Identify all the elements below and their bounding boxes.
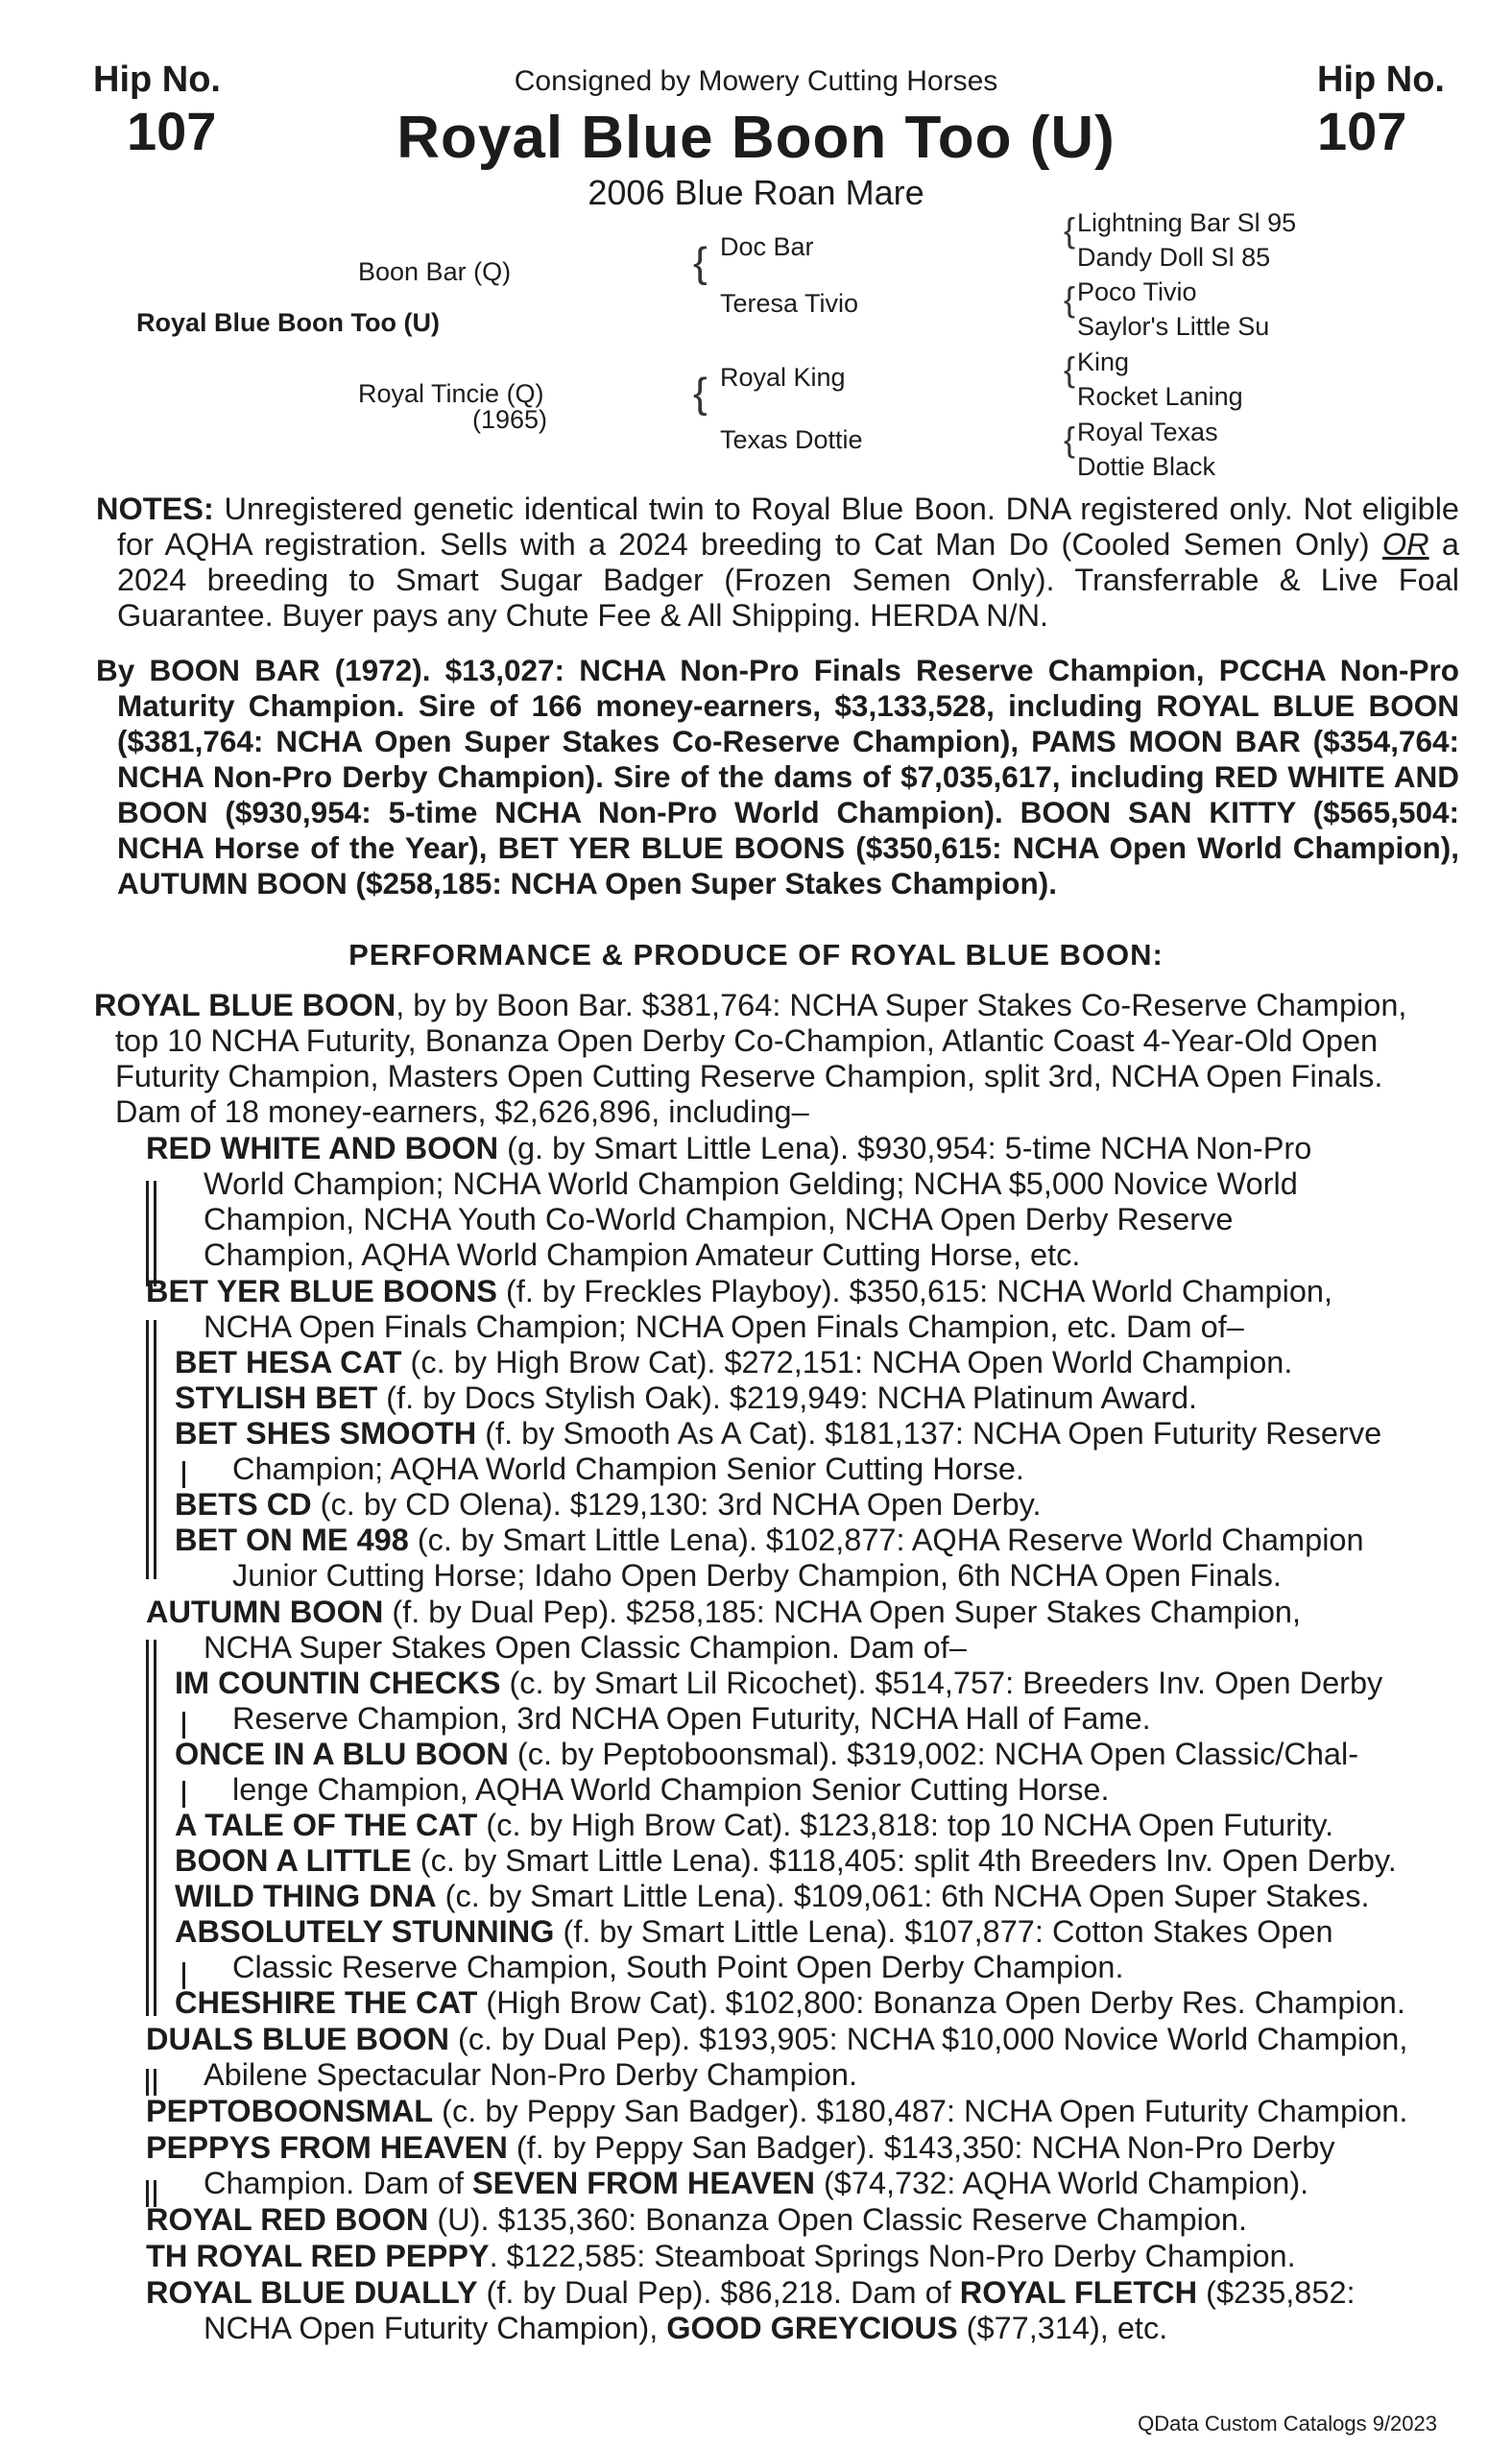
indent-bar (154, 1320, 156, 1579)
produce-line (175, 1487, 1042, 1523)
produce-line (146, 2094, 1407, 2129)
pedigree-g8: Dottie Black (1077, 452, 1216, 481)
horse-name: ROYAL BLUE DUALLY (146, 2275, 478, 2310)
sire-paragraph: By BOON BAR (1972). $13,027: NCHA Non-Pro Finals Reserve Champion, PCCHA Non-Pro Maturity Champion. Sire of 166 money-earners, $3,133,528, including ROYAL BLUE BOON ($381,764: NCHA Open Super Stakes Co-Reserve Champion), PAMS MOON BAR ($354,764: NCHA Non-Pro Derby Champion). Sire of the dams of $7,035,617, including RED WHITE AND BOON ($930,954: 5-time NCHA Non-Pro World Champion). BOON SAN KITTY ($565,504: NCHA Horse of the Year), BET YER BLUE BOONS ($350,615: NCHA Open World Champion), AUTUMN BOON ($258,185: NCHA Open Super Stakes Champion). (96, 653, 1459, 900)
produce-line: NCHA Open Finals Champion; NCHA Open Finals Champion, etc. Dam of– (204, 1309, 1244, 1344)
produce-line (175, 1808, 1333, 1843)
horse-name: GOOD GREYCIOUS (666, 2311, 958, 2345)
pedigree-g5: King (1077, 348, 1130, 376)
produce-text: (c. by Smart Little Lena). $118,405: split 4th Breeders Inv. Open Derby. (411, 1843, 1397, 1878)
produce-line: Dam of 18 money-earners, $2,626,896, including– (115, 1094, 809, 1129)
produce-line (175, 1879, 1370, 1914)
hip-label-right: Hip No. (1317, 60, 1445, 100)
pedigree-dam-sire: Royal King (720, 363, 846, 392)
horse-name: ROYAL FLETCH (959, 2275, 1198, 2310)
produce-text: ($235,852: (1197, 2275, 1356, 2310)
produce-text: (c. by Peppy San Badger). $180,487: NCHA Open Futurity Champion. (433, 2094, 1408, 2128)
produce-line: top 10 NCHA Futurity, Bonanza Open Derby Co-Champion, Atlantic Coast 4-Year-Old Open (115, 1023, 1379, 1058)
indent-bar (146, 1181, 149, 1286)
produce-line (175, 1914, 1333, 1950)
produce-line (175, 1737, 1358, 1772)
produce-line (175, 1416, 1381, 1452)
indent-bar (146, 1320, 149, 1579)
horse-name: STYLISH BET (175, 1380, 378, 1415)
notes-text-2: a 2024 breeding to Smart Sugar Badger (Frozen Semen Only). Transferrable & Live Foal Guarantee. Buyer pays any Chute Fee & All Shipping. HERDA N/N. (117, 527, 1459, 633)
notes-label: NOTES: (96, 492, 214, 526)
indent-bar (182, 1712, 185, 1739)
produce-text: (c. by High Brow Cat). $272,151: NCHA Open World Champion. (401, 1345, 1293, 1380)
horse-name: PEPTOBOONSMAL (146, 2094, 434, 2128)
brace-glyph: { (1064, 210, 1076, 250)
produce-text: ($74,732: AQHA World Champion). (814, 2166, 1309, 2200)
produce-line: Futurity Champion, Masters Open Cutting Reserve Champion, split 3rd, NCHA Open Finals. (115, 1059, 1383, 1093)
pedigree-sire-sire: Doc Bar (720, 232, 814, 261)
produce-line: Junior Cutting Horse; Idaho Open Derby Champion, 6th NCHA Open Finals. (232, 1558, 1282, 1593)
produce-line: Abilene Spectacular Non-Pro Derby Champion. (204, 2057, 858, 2092)
produce-line: NCHA Super Stakes Open Classic Champion. Dam of– (204, 1630, 967, 1665)
indent-bar (146, 2069, 149, 2096)
produce-text: (f. by Smooth As A Cat). $181,137: NCHA Open Futurity Reserve (476, 1416, 1382, 1451)
produce-line: Champion, NCHA Youth Co-World Champion, NCHA Open Derby Reserve (204, 1202, 1234, 1236)
produce-line: World Champion; NCHA World Champion Gelding; NCHA $5,000 Novice World (204, 1166, 1298, 1201)
hip-label-left: Hip No. (93, 60, 221, 100)
brace-glyph: { (1064, 279, 1076, 319)
produce-text: (c. by Smart Lil Ricochet). $514,757: Breeders Inv. Open Derby (500, 1666, 1383, 1700)
horse-name: TH ROYAL RED PEPPY (146, 2239, 490, 2273)
produce-text: ($77,314), etc. (957, 2311, 1168, 2345)
horse-name: ABSOLUTELY STUNNING (175, 1914, 555, 1949)
produce-text: , by by Boon Bar. $381,764: NCHA Super Stakes Co-Reserve Champion, (396, 988, 1407, 1022)
produce-line: Champion, AQHA World Champion Amateur Cutting Horse, etc. (204, 1237, 1081, 1272)
horse-name: SEVEN FROM HEAVEN (471, 2166, 815, 2200)
horse-name: AUTUMN BOON (146, 1595, 384, 1629)
indent-bar (182, 1781, 185, 1808)
pedigree-sire-dam: Teresa Tivio (720, 289, 859, 318)
produce-text: . $122,585: Steamboat Springs Non-Pro Derby Champion. (489, 2239, 1296, 2273)
produce-line (146, 2275, 1356, 2311)
produce-line (175, 1380, 1197, 1416)
hip-number-right: 107 (1317, 101, 1407, 161)
pedigree-g6: Rocket Laning (1077, 382, 1243, 411)
notes-paragraph (96, 492, 1459, 634)
horse-name: WILD THING DNA (175, 1879, 437, 1913)
pedigree-g3: Poco Tivio (1077, 277, 1197, 306)
notes-or: OR (1381, 527, 1429, 562)
consigned-by: Consigned by Mowery Cutting Horses (514, 65, 998, 97)
produce-line (146, 2130, 1335, 2166)
horse-name: BOON A LITTLE (175, 1843, 412, 1878)
pedigree-g4: Saylor's Little Su (1077, 312, 1270, 341)
produce-text: Champion. Dam of (204, 2166, 472, 2200)
horse-name: BET YER BLUE BOONS (146, 1274, 497, 1308)
indent-bar (154, 1181, 156, 1286)
produce-line (146, 2202, 1247, 2238)
produce-line (175, 1523, 1364, 1558)
produce-text: (f. by Peppy San Badger). $143,350: NCHA Non-Pro Derby (507, 2130, 1335, 2165)
produce-line (146, 2022, 1407, 2057)
pedigree-g7: Royal Texas (1077, 418, 1218, 446)
pedigree-subject: Royal Blue Boon Too (U) (136, 308, 440, 337)
horse-name: BET SHES SMOOTH (175, 1416, 477, 1451)
horse-name: ONCE IN A BLU BOON (175, 1737, 509, 1771)
pedigree-dam: Royal Tincie (Q) (358, 379, 544, 408)
brace-glyph: { (1064, 349, 1076, 389)
horse-name: ROYAL RED BOON (146, 2202, 429, 2237)
horse-name: RED WHITE AND BOON (146, 1131, 499, 1165)
horse-name: CHESHIRE THE CAT (175, 1985, 478, 2020)
produce-text: (c. by Dual Pep). $193,905: NCHA $10,000 Novice World Champion, (448, 2022, 1408, 2056)
produce-line (94, 988, 1406, 1023)
produce-line (204, 2166, 1308, 2201)
produce-text: (U). $135,360: Bonanza Open Classic Reserve Champion. (428, 2202, 1248, 2237)
horse-name: BET ON ME 498 (175, 1523, 409, 1557)
pedigree-g1: Lightning Bar Sl 95 (1077, 208, 1297, 237)
produce-line (175, 1843, 1397, 1879)
produce-line (175, 1985, 1405, 2021)
produce-line: lenge Champion, AQHA World Champion Senior Cutting Horse. (232, 1772, 1110, 1807)
produce-text: (g. by Smart Little Lena). $930,954: 5-time NCHA Non-Pro (498, 1131, 1312, 1165)
produce-line (146, 1131, 1311, 1166)
horse-description: 2006 Blue Roan Mare (588, 173, 924, 212)
pedigree-sire: Boon Bar (Q) (358, 257, 512, 286)
produce-text: (f. by Dual Pep). $258,185: NCHA Open Super Stakes Champion, (383, 1595, 1301, 1629)
produce-line: Champion; AQHA World Champion Senior Cutting Horse. (232, 1452, 1024, 1486)
catalog-footer: QData Custom Catalogs 9/2023 (1138, 2412, 1437, 2436)
hip-number-left: 107 (127, 101, 217, 161)
brace-glyph: { (693, 370, 708, 417)
produce-text: (c. by CD Olena). $129,130: 3rd NCHA Open Derby. (311, 1487, 1042, 1522)
produce-line (175, 1666, 1382, 1701)
produce-text: (f. by Docs Stylish Oak). $219,949: NCHA Platinum Award. (377, 1380, 1198, 1415)
notes-text-1: Unregistered genetic identical twin to Royal Blue Boon. DNA registered only. Not eligible for AQHA registration. Sells with a 2024 breeding to Cat Man Do (Cooled Semen Only) (117, 492, 1459, 562)
produce-line: Reserve Champion, 3rd NCHA Open Futurity, NCHA Hall of Fame. (232, 1701, 1151, 1736)
horse-name: BET HESA CAT (175, 1345, 402, 1380)
produce-line (146, 1595, 1301, 1630)
indent-bar (182, 1461, 185, 1488)
produce-line (204, 2311, 1167, 2346)
produce-line (146, 1274, 1332, 1309)
horse-name: IM COUNTIN CHECKS (175, 1666, 501, 1700)
produce-line (146, 2239, 1296, 2274)
horse-name: DUALS BLUE BOON (146, 2022, 449, 2056)
brace-glyph: { (693, 239, 708, 286)
produce-text: (High Brow Cat). $102,800: Bonanza Open Derby Res. Champion. (477, 1985, 1405, 2020)
produce-line: Classic Reserve Champion, South Point Open Derby Champion. (232, 1950, 1124, 1984)
produce-text: NCHA Open Futurity Champion), (204, 2311, 667, 2345)
produce-text: (c. by High Brow Cat). $123,818: top 10 NCHA Open Futurity. (477, 1808, 1334, 1842)
pedigree-dam-year: (1965) (472, 405, 548, 434)
horse-name: A TALE OF THE CAT (175, 1808, 478, 1842)
indent-bar (146, 1640, 149, 2016)
produce-text: (c. by Peptoboonsmal). $319,002: NCHA Open Classic/Chal- (508, 1737, 1359, 1771)
horse-name: ROYAL BLUE BOON (94, 988, 396, 1022)
indent-bar (154, 2069, 156, 2096)
pedigree-g2: Dandy Doll Sl 85 (1077, 243, 1271, 272)
produce-line (175, 1345, 1292, 1380)
performance-heading: PERFORMANCE & PRODUCE OF ROYAL BLUE BOON: (348, 938, 1164, 972)
produce-text: (c. by Smart Little Lena). $102,877: AQHA Reserve World Champion (408, 1523, 1364, 1557)
produce-text: (c. by Smart Little Lena). $109,061: 6th NCHA Open Super Stakes. (436, 1879, 1370, 1913)
horse-name-title: Royal Blue Boon Too (U) (396, 105, 1116, 171)
horse-name: BETS CD (175, 1487, 312, 1522)
pedigree-dam-dam: Texas Dottie (720, 425, 863, 454)
produce-text: (f. by Freckles Playboy). $350,615: NCHA World Champion, (496, 1274, 1333, 1308)
indent-bar (154, 1640, 156, 2016)
horse-name: PEPPYS FROM HEAVEN (146, 2130, 508, 2165)
brace-glyph: { (1064, 420, 1076, 459)
produce-text: (f. by Dual Pep). $86,218. Dam of (477, 2275, 960, 2310)
produce-text: (f. by Smart Little Lena). $107,877: Cotton Stakes Open (554, 1914, 1333, 1949)
